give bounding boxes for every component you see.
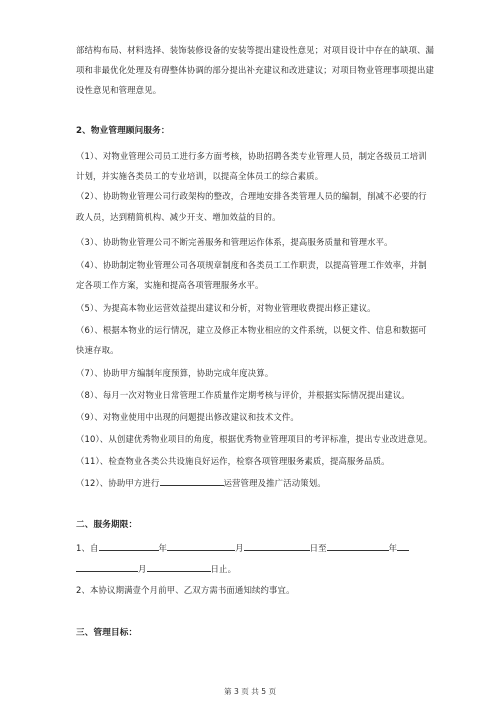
period-year2-label: 年 xyxy=(388,543,398,553)
item-12-prefix: （12）、协助甲方进行 xyxy=(76,478,160,488)
consulting-item-9: （9）、对物业使用中出现的问题提出修改建议和技术文件。 xyxy=(76,412,299,422)
intro-line-3: 设性意见和管理意见。 xyxy=(76,85,162,95)
consulting-item-1-line-2: 计划，并实施各类员工的专业培训，以提高全体员工的综合素质。 xyxy=(76,171,324,181)
consulting-item-4-line-1: （4）、协助制定物业管理公司各项规章制度和各类员工工作职责，以提高管理工作效率，并制 xyxy=(76,260,427,270)
consulting-item-12 xyxy=(76,476,326,489)
period-heading: 二、服务期限： xyxy=(76,520,138,530)
consulting-item-2-line-1: （2）、协助物业管理公司行政架构的整改，合理地安排各类管理人员的编制，削减不必要的行 xyxy=(76,191,427,201)
consulting-item-1-line-1: （1）、对物业管理公司员工进行多方面考核，协助招聘各类专业管理人员，制定各级员工培训 xyxy=(76,151,427,161)
period-end-year-blank xyxy=(327,541,389,551)
consulting-item-6-line-1: （6）、根据本物业的运行情况，建立及修正本物业相应的文件系统，以便文件、信息和数据可 xyxy=(76,325,427,335)
period-month2-label: 月 xyxy=(138,564,147,574)
consulting-item-10: （10）、从创建优秀物业项目的角度，根据优秀物业管理项目的考评标准，提出专业改进意见。 xyxy=(76,434,433,444)
period-start-year-blank xyxy=(99,541,159,551)
period-year-label: 年 xyxy=(158,543,168,553)
consulting-item-8: （8）、每月一次对物业日常管理工作质量作定期考核与评价，并根据实际情况提出建议。 xyxy=(76,390,410,400)
period-line-2: 2、本协议期满壹个月前甲、乙双方需书面通知续约事宜。 xyxy=(76,585,295,595)
intro-line-2: 项和非最优化处理及有碍整体协调的部分提出补充建议和改进建议；对项目物业管理事项提出建 xyxy=(76,65,435,75)
consulting-item-11: （11）、检查物业各类公共设施良好运作，检察各项管理服务素质，提高服务品质。 xyxy=(76,456,390,466)
period-day-to-label: 日至 xyxy=(309,543,327,553)
period-end-year-tail-blank xyxy=(397,541,409,551)
period-end-month-blank xyxy=(76,562,138,572)
consulting-heading: 2、物业管理顾问服务： xyxy=(76,126,170,136)
period-start-month-blank xyxy=(167,541,235,551)
period-month-label: 月 xyxy=(235,543,244,553)
page-footer: 第 3 页 共 5 页 xyxy=(223,687,277,696)
consulting-item-5: （5）、为提高本物业运营效益提出建议和分析，对物业管理收费提出修正建议。 xyxy=(76,303,376,313)
period-line-1-cont xyxy=(76,562,236,575)
goal-heading: 三、管理目标： xyxy=(76,628,138,638)
consulting-item-4-line-2: 定各项工作方案，实施和提高各项管理服务水平。 xyxy=(76,280,264,290)
period-end-day-blank xyxy=(147,562,211,572)
consulting-item-3: （3）、协助物业管理公司不断完善服务和管理运作体系，提高服务质量和管理水平。 xyxy=(76,237,393,247)
consulting-item-6-line-2: 快速存取。 xyxy=(76,345,119,355)
consulting-item-2-line-2: 政人员，达到精简机构、减少开支、增加效益的目的。 xyxy=(76,212,281,222)
period-day-end-label: 日止。 xyxy=(210,564,237,574)
period-from-label: 1、自 xyxy=(76,543,99,553)
item-12-suffix: 运营管理及推广活动策划。 xyxy=(223,478,326,488)
period-start-day-blank xyxy=(244,541,310,551)
period-line-1 xyxy=(76,541,409,554)
consulting-item-7: （7）、协助甲方编制年度预算，协助完成年度决算。 xyxy=(76,368,274,378)
intro-line-1: 部结构布局、材料选择、装饰装修设备的安装等提出建设性意见；对项目设计中存在的缺项、漏 xyxy=(76,45,435,55)
item-12-blank xyxy=(160,476,224,486)
